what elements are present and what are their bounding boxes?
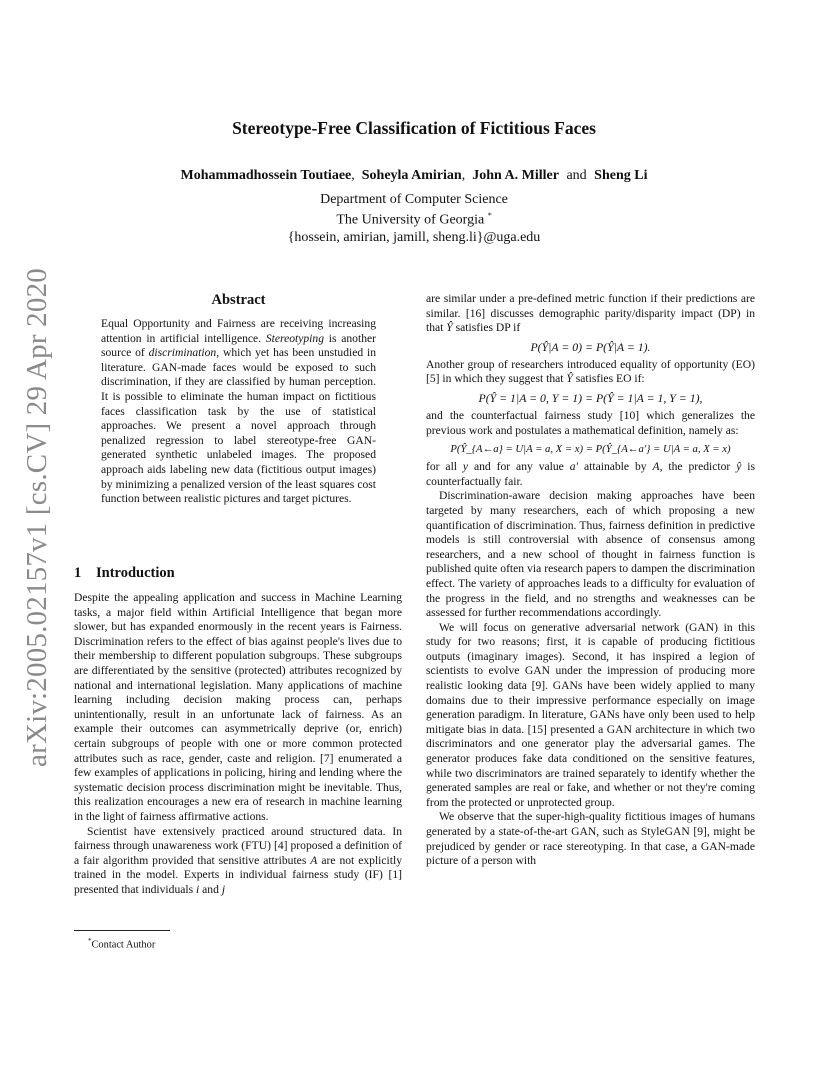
abstract-heading: Abstract	[211, 292, 266, 308]
paragraph: for all y and for any value a′ attainable by A, the predictor ŷ is counterfactually fair.	[426, 460, 755, 488]
author-name: John A. Miller	[472, 168, 559, 183]
equation: P(Ŷ|A = 0) = P(Ŷ|A = 1).	[530, 339, 651, 354]
paper-title: Stereotype-Free Classification of Fictitious Faces	[232, 118, 596, 138]
author-and: and	[566, 168, 587, 183]
paragraph: are similar under a pre-defined metric function if their predictions are similar. [16] discusses demographic parity/disparity impact (DP) in that Ŷ satisfies DP if	[426, 292, 755, 335]
author-name: Mohammadhossein Toutiaee	[180, 168, 352, 183]
paragraph: Despite the appealing application and success in Machine Learning tasks, a major field within Artificial Intelligence that began more slower, but has expanded enormously in the recent years is Fairness. Discrimination refers to the effect of bias against people's lives due to their membership to different population subgroups. These subgroups are differentiated by the sensitive (protected) attributes recognized by national and international legislation. Many applications of machine learning including decision making process can, perhaps unintentionally, result in an unfortunate lack of fairness. As an example their outcomes can asymmetrically deprive (or, enrich) certain subgroups of people with one or more common protected attributes such as race, gender, caste and religion. [7] enumerated a few examples of applications in policing, hiring and lending where the systematic decision process discrimination might be inevitable. Thus, this realization encourages a new era of research in machine learning in the light of fairness affirmative actions.	[74, 591, 402, 823]
equation: P(Ŷ = 1|A = 0, Y = 1) = P(Ŷ = 1|A = 1, Y = 1),	[478, 390, 703, 405]
equation: P(Ŷ_{A←a} = U|A = a, X = x) = P(Ŷ_{A←a′} = U|A = a, X = x)	[450, 443, 731, 456]
abstract-section	[101, 292, 376, 507]
paragraph: and the counterfactual fairness study [10] which generalizes the previous work and postulates a mathematical definition, namely as:	[426, 408, 755, 437]
university-mark: *	[487, 211, 492, 220]
author-name: Soheyla Amirian	[361, 168, 462, 183]
author-list: Mohammadhossein Toutiaee, Soheyla Amirian, John A. Miller and Sheng Li	[180, 168, 648, 183]
paragraph: Another group of researchers introduced equality of opportunity (EO) [5] in which they suggest that Ŷ satisfies EO if:	[426, 357, 755, 386]
introduction-section	[74, 565, 402, 897]
abstract-text: Equal Opportunity and Fairness are receiving increasing attention in artificial intelligence. Stereotyping is another source of discrimination, which yet has been unstudied in literature. GAN-made faces would be exposed to such discrimination, if they are classified by human perception. It is possible to eliminate the human impact on fictitious faces classification task by the use of statistical approaches. We present a novel approach through penalized regression to label stereotype-free GAN-generated synthetic unlabeled images. The proposed approach aids labeling new data (fictitious output images) by minimizing a penalized version of the least squares cost function between realistic pictures and target pictures.	[101, 317, 377, 506]
author-emails: {hossein, amirian, jamill, sheng.li}@uga.edu	[287, 230, 541, 245]
arxiv-identifier-text: arXiv:2005.02157v1 [cs.CV] 29 Apr 2020	[20, 267, 53, 767]
author-name: Sheng Li	[594, 168, 648, 183]
footnote: *Contact Author	[88, 937, 156, 951]
university: The University of Georgia *	[336, 211, 492, 228]
section-heading: 1 Introduction	[74, 565, 175, 581]
paragraph: We observe that the super-high-quality fictitious images of humans generated by a state-of-the-art GAN, such as StyleGAN [9], might be prejudiced by gender or race stereotyping. In that case, a GAN-made picture of a person with	[426, 810, 755, 868]
arxiv-identifier	[14, 267, 60, 767]
paragraph: We will focus on generative adversarial network (GAN) in this study for two reasons; first, it is capable of producing fictitious outputs (imaginary images). Second, it has inspired a legion of scientists to evolve GAN under the impression of producing more realistic looking data [9]. GANs have been widely applied to many domains due to their impressive performance especially on image generation paradigm. In literature, GANs have only been used to help mitigate bias in data. [15] presented a GAN architecture in which two discriminators and one generator play the adversarial games. The generator produces fake data conditioned on the sensitive features, while two discriminators are trained separately to identify whether the generated samples are real or fake, and whether or not they're coming from the protected or unprotected group.	[426, 620, 755, 809]
right-column	[426, 292, 755, 869]
paragraph: Discrimination-aware decision making approaches have been targeted by many researchers, each of which proposing a new quantification of discrimination. Thus, fairness definition in predictive models is still controversial with absence of consensus among researchers, and a new school of thought in fairness function is published quite often via research papers to dampen the discrimination effect. The variety of approaches leads to a difficulty for evaluation of the progress in the field, and no strengths and weaknesses can be assessed for further recommendations accordingly.	[426, 489, 755, 620]
affiliation	[0, 192, 828, 229]
paragraph: Scientist have extensively practiced around structured data. In fairness through unawareness work (FTU) [4] proposed a definition of a fair algorithm provided that sensitive attributes A are not explicitly trained in the model. Experts in individual fairness study (IF) [1] presented that individuals i and j	[74, 824, 403, 896]
footnote-rule	[74, 930, 170, 931]
department: Department of Computer Science	[320, 192, 508, 207]
